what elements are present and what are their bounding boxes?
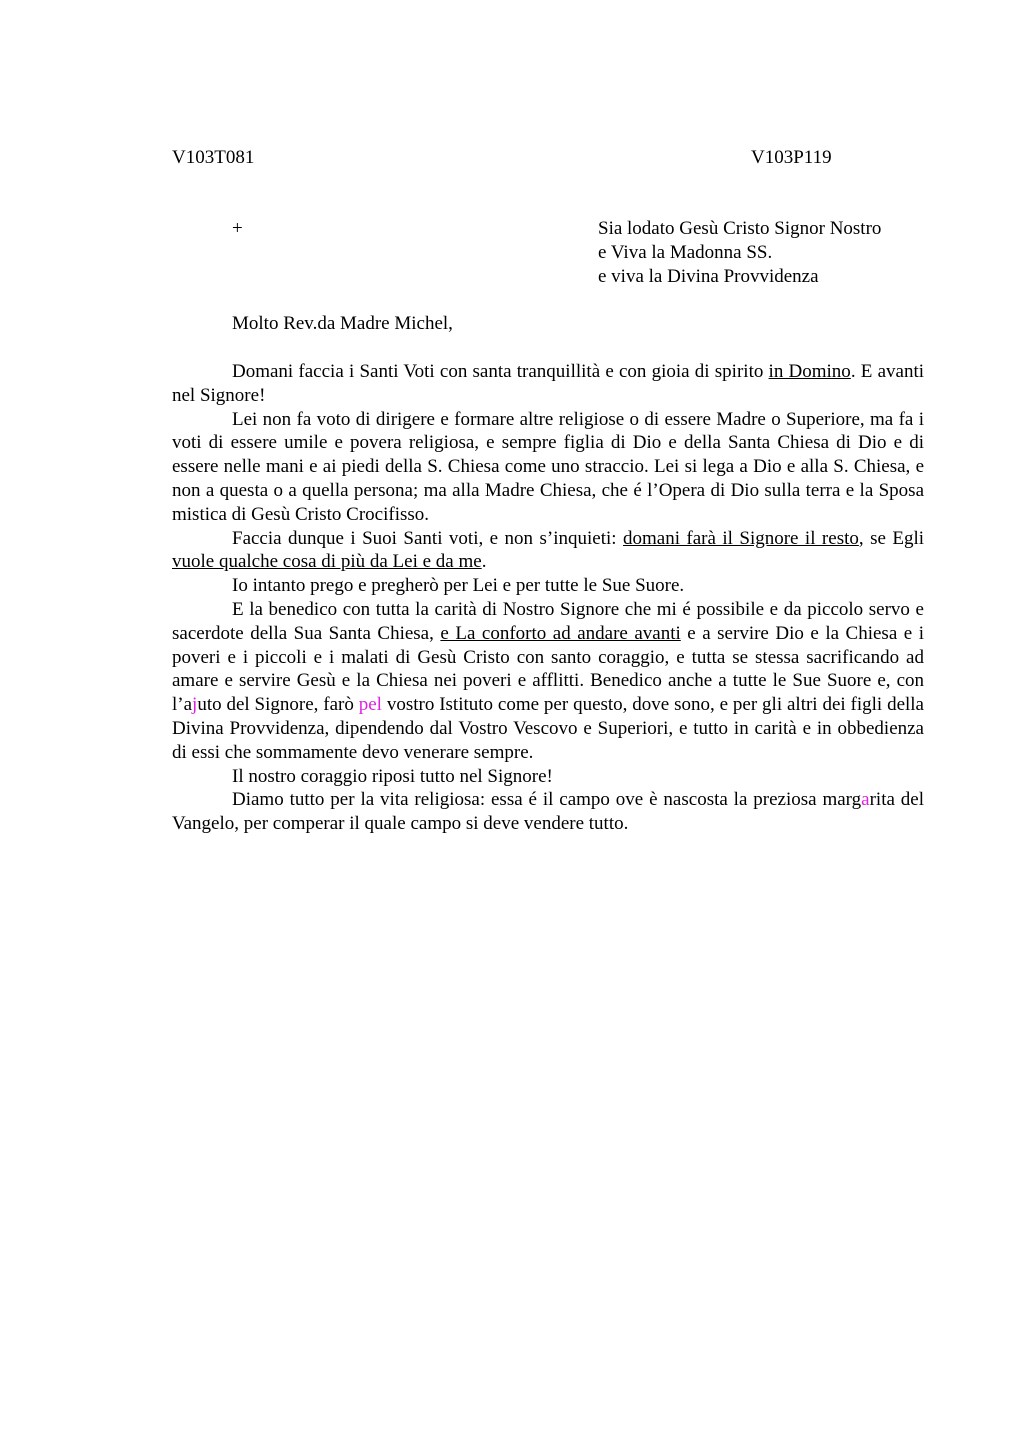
letter-body — [172, 360, 924, 836]
invocation-block — [598, 217, 881, 289]
underlined-phrase: domani farà il Signore il resto — [622, 527, 859, 549]
salutation: Molto Rev.da Madre Michel, — [232, 313, 453, 334]
highlighted-letter: a — [861, 789, 870, 811]
invocation-line: e viva la Divina Provvidenza — [598, 266, 819, 287]
paragraph-3 — [172, 527, 924, 575]
underlined-phrase: e La conforto ad andare avanti — [440, 622, 681, 644]
invocation-line: Sia lodato Gesù Cristo Signor Nostro — [598, 218, 882, 239]
paragraph-7 — [172, 788, 924, 836]
highlighted-word: pel — [358, 694, 382, 716]
text-run: vostro Istituto come per questo, dove sono, e per gli altri dei figli della Divina Provvidenza, dipendendo dal Vostro Vescovo e Superiori, e tutto in carità e in obbedienza di essi che sommamente devo venerare sempre. — [172, 694, 924, 763]
text-run: , se Egli — [858, 527, 925, 549]
paragraph-5 — [172, 598, 924, 765]
text-run: . E avanti nel Signore! — [172, 361, 924, 406]
cross-symbol: + — [232, 218, 243, 239]
document-code-right: V103P119 — [751, 147, 832, 168]
text-run: Domani faccia i Santi Voti con santa tranquillità e con gioia di spirito — [232, 361, 769, 382]
underlined-phrase: vuole qualche cosa di più da Lei e da me — [172, 551, 482, 573]
highlighted-letter: j — [192, 694, 198, 716]
text-run: e a servire Dio e la Chiesa e i poveri e i piccoli e i malati di Gesù Cristo con santo coraggio, e tutta se stessa sacrificando ad amare e servire Gesù e la Chiesa nei poveri e afflitti. Benedico anche a tutte le Sue Suore e, con l’a — [172, 622, 924, 716]
paragraph-1 — [172, 360, 924, 408]
paragraph-6: Il nostro coraggio riposi tutto nel Signore! — [232, 765, 553, 787]
document-code-left: V103T081 — [172, 147, 255, 168]
paragraph-2: Lei non fa voto di dirigere e formare altre religiose o di essere Madre o Superiore, ma fa i voti di essere umile e povera religiosa, e sempre figlia di Dio e della Santa Chiesa di Dio e di essere nelle mani e ai piedi della S. Chiesa come uno straccio. Lei si lega a Dio e alla S. Chiesa, e non a questa o a quella persona; ma alla Madre Chiesa, che é l’Opera di Dio sulla terra e la Sposa mistica di Gesù Cristo Crocifisso. — [172, 408, 924, 525]
invocation-line: e Viva la Madonna SS. — [598, 242, 773, 263]
text-run: Diamo tutto per la vita religiosa: essa é il campo ove è nascosta la preziosa marg — [232, 789, 862, 811]
paragraph-4: Io intanto prego e pregherò per Lei e per tutte le Sue Suore. — [232, 575, 685, 597]
text-run: uto del Signore, farò — [197, 694, 359, 716]
underlined-phrase: in Domino — [768, 361, 851, 382]
text-run: E la benedico con tutta la carità di Nostro Signore che mi é possibile e da piccolo servo e sacerdote della Sua Santa Chiesa, — [172, 598, 924, 644]
text-run: rita del Vangelo, per comperar il quale campo si deve vendere tutto. — [172, 789, 925, 835]
text-run: Faccia dunque i Suoi Santi voti, e non s’inquieti: — [232, 527, 623, 549]
text-run: . — [481, 551, 487, 573]
